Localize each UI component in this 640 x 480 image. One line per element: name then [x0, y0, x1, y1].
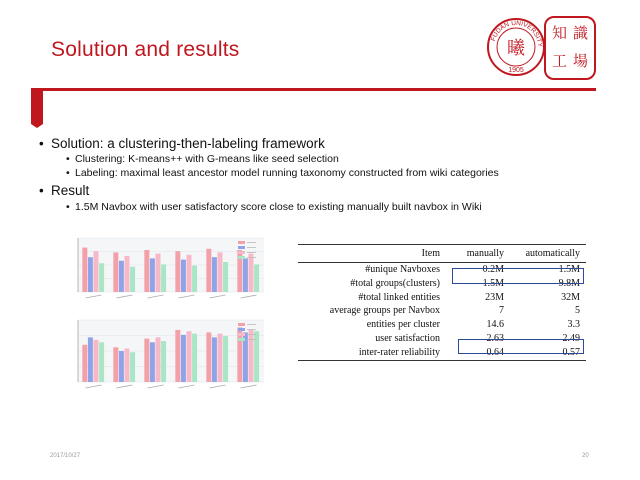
chart-bar	[249, 330, 254, 382]
chart-bar	[99, 263, 104, 292]
x-tick-mark	[86, 385, 102, 388]
chart-bar	[94, 340, 99, 382]
chart-bar	[175, 251, 180, 292]
table-header-row	[298, 245, 586, 263]
table-row	[298, 291, 586, 305]
x-tick-mark	[179, 295, 195, 298]
cell-automatically: 3.3	[567, 319, 580, 331]
legend-swatch	[238, 246, 245, 249]
footer-page-number: 20	[582, 453, 589, 459]
sub-bullet-navbox: • 1.5M Navbox with user satisfactory score close to existing manually built navbox in Wiki	[66, 201, 482, 213]
chart-bar	[249, 254, 254, 292]
highlight-box-satisfaction	[458, 339, 584, 354]
column-header-automatically: automatically	[510, 245, 586, 263]
cell-automatically: 9.8M	[558, 277, 580, 289]
x-tick-mark	[210, 295, 226, 298]
legend-swatch	[238, 241, 245, 244]
chart-bar	[150, 342, 155, 382]
chart-bar	[161, 341, 166, 382]
brand-char: 識	[573, 24, 589, 42]
chart-bar	[125, 256, 130, 292]
bullet-result: • Result	[39, 183, 90, 198]
brand-logo	[544, 16, 596, 80]
chart-bar	[144, 250, 149, 292]
row-label: #total groups(clusters)	[350, 277, 440, 289]
chart-bar	[113, 252, 118, 292]
legend-swatch	[238, 251, 245, 254]
brand-char: 知	[552, 24, 568, 42]
title-divider	[31, 88, 596, 91]
chart-bar	[175, 330, 180, 382]
x-tick-mark	[179, 385, 195, 388]
cell-automatically: 0.57	[510, 346, 586, 360]
x-tick-mark	[117, 385, 133, 388]
row-label: #total linked entities	[358, 291, 440, 303]
chart-bar	[192, 334, 197, 382]
chart-bar	[125, 349, 130, 382]
chart-bar	[223, 336, 228, 382]
bullet-dot: •	[39, 183, 44, 198]
chart-bar	[218, 334, 223, 382]
highlight-box-navboxes	[452, 268, 584, 284]
chart-bar	[161, 264, 166, 292]
x-tick-mark	[210, 385, 226, 388]
cell-manually: 0.64	[446, 346, 510, 360]
chart-bar	[113, 347, 118, 382]
chart-bar	[119, 351, 124, 382]
cell-automatically: 32M	[561, 291, 580, 303]
row-label: user satisfaction	[375, 332, 440, 344]
chart-bar	[119, 261, 124, 292]
chart-bar	[82, 345, 87, 382]
chart-bar	[243, 258, 248, 292]
brand-char: 工	[552, 52, 568, 70]
chart-bar	[212, 337, 217, 382]
table-row	[298, 304, 586, 318]
row-label: average groups per Navbox	[329, 305, 440, 317]
chart-bar	[212, 257, 217, 292]
chart-bar	[218, 252, 223, 292]
row-label: inter-rater reliability	[298, 346, 446, 360]
x-tick-mark	[241, 385, 257, 388]
chart-bar	[82, 248, 87, 292]
cell-automatically: 2.49	[562, 332, 580, 344]
university-seal-logo	[486, 14, 546, 80]
chart-bar	[181, 260, 186, 292]
seal-char: 曦	[507, 38, 525, 59]
cell-manually: 1.5M	[482, 277, 504, 289]
chart-bar	[254, 264, 259, 292]
chart-bar	[94, 251, 99, 292]
chart-bar	[99, 342, 104, 382]
table-row	[298, 318, 586, 332]
chart-bar	[88, 257, 93, 292]
bullet-solution: • Solution: a clustering-then-labeling framework	[39, 136, 325, 151]
chart-bar	[130, 267, 135, 292]
cell-manually: 2.63	[486, 332, 504, 344]
legend-swatch	[238, 328, 245, 331]
cell-manually: 7	[499, 305, 504, 317]
legend-swatch	[238, 333, 245, 336]
chart-bar	[88, 337, 93, 382]
chart-bar	[156, 337, 161, 382]
bar-chart-bottom	[60, 316, 270, 396]
seal-year: 1905	[508, 67, 524, 74]
chart-bar	[192, 266, 197, 292]
row-label: #unique Navboxes	[365, 264, 440, 275]
column-header-manually: manually	[446, 245, 510, 263]
cell-automatically: 1.5M	[558, 264, 580, 275]
chart-bar	[187, 331, 192, 382]
chart-bar	[130, 352, 135, 382]
legend-swatch	[238, 338, 245, 341]
chart-bar	[206, 332, 211, 382]
legend-swatch	[238, 323, 245, 326]
x-tick-mark	[241, 295, 257, 298]
x-tick-mark	[86, 295, 102, 298]
cell-manually: 14.6	[486, 319, 504, 331]
chart-bar	[181, 335, 186, 382]
chart-bar	[223, 262, 228, 292]
row-label: entities per cluster	[366, 319, 440, 331]
chart-bar	[144, 339, 149, 382]
sub-bullet-labeling: • Labeling: maximal least ancestor model running taxonomy constructed from wiki categories	[66, 167, 499, 179]
footer-date: 2017/10/27	[50, 453, 81, 459]
sub-bullet-clustering: • Clustering: K-means++ with G-means like seed selection	[66, 153, 339, 165]
cell-automatically: 5	[575, 305, 580, 317]
slide-title: Solution and results	[51, 38, 240, 61]
cell-manually: 23M	[485, 291, 504, 303]
x-tick-mark	[148, 385, 164, 388]
chart-bar	[156, 254, 161, 292]
brand-char: 場	[573, 52, 589, 70]
bullet-dot: •	[66, 167, 70, 179]
x-tick-mark	[117, 295, 133, 298]
x-tick-mark	[148, 295, 164, 298]
bar-chart-top	[60, 234, 270, 306]
chart-bar	[150, 258, 155, 292]
bullet-dot: •	[66, 153, 70, 165]
chart-bar	[187, 255, 192, 292]
bullet-dot: •	[39, 136, 44, 151]
column-header-item: Item	[298, 245, 446, 263]
chart-bar	[254, 331, 259, 382]
legend-swatch	[238, 256, 245, 259]
accent-marker	[31, 90, 43, 124]
seal-text: FUDAN UNIVERSITY	[489, 19, 544, 48]
cell-manually: 0.2M	[482, 264, 504, 275]
bullet-dot: •	[66, 201, 70, 213]
chart-bar	[206, 249, 211, 292]
